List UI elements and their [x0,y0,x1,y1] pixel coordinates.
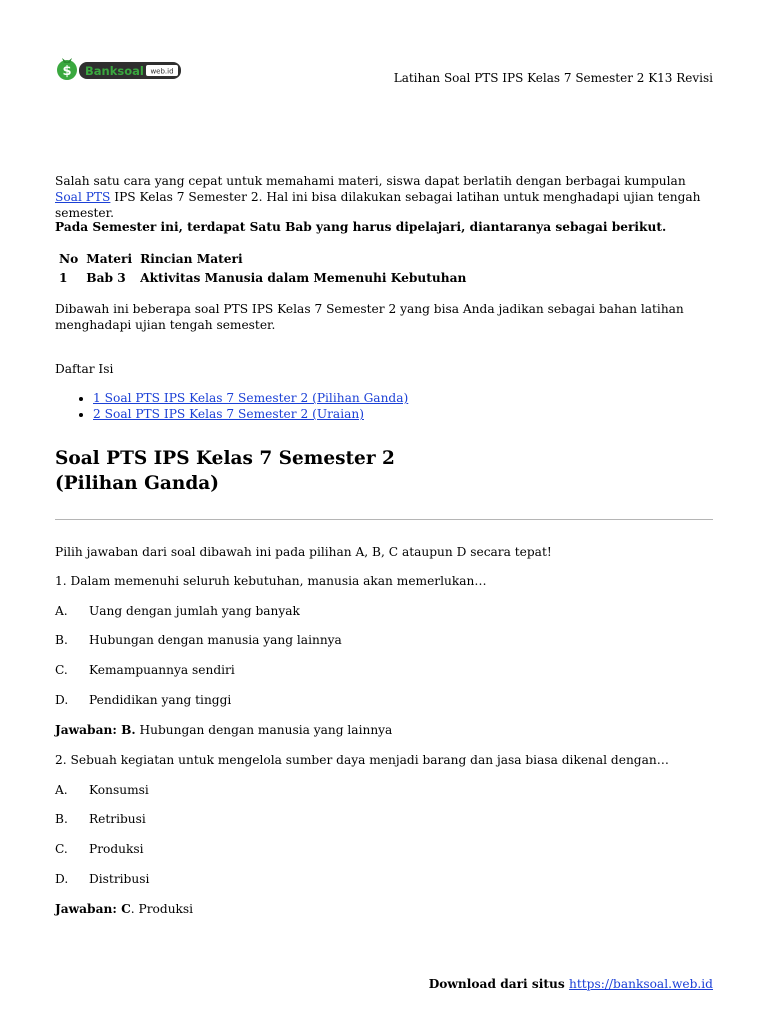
table-header-row [55,251,470,270]
logo-text: Banksoal [85,64,144,78]
toc-label: Daftar Isi [55,362,114,376]
table-header: No [59,252,79,266]
semester-note: Pada Semester ini, terdapat Satu Bab yang harus dipelajari, diantaranya sebagai berikut. [55,220,667,234]
description-paragraph: Dibawah ini beberapa soal PTS IPS Kelas 7 Semester 2 yang bisa Anda jadikan sebagai bahan latihan menghadapi ujian tengah semester. [55,302,684,332]
instruction-text: Pilih jawaban dari soal dibawah ini pada pilihan A, B, C ataupun D secara tepat! [55,545,552,559]
option-c: C. Produksi [55,842,144,856]
option-d: D. Pendidikan yang tinggi [55,693,232,707]
table-of-contents [55,390,408,422]
table-cell: 1 [59,271,68,285]
section-heading: Soal PTS IPS Kelas 7 Semester 2 (Pilihan Ganda) [55,448,395,494]
horizontal-divider [55,519,713,520]
table-header: Rincian Materi [140,252,243,266]
toc-link-uraian[interactable]: 2 Soal PTS IPS Kelas 7 Semester 2 (Uraian) [93,407,364,421]
table-cell: Bab 3 [86,271,126,285]
soal-pts-link[interactable]: Soal PTS [55,190,111,204]
option-d: D. Distribusi [55,872,150,886]
toc-item [93,390,408,406]
table-header: Materi [86,252,133,266]
materi-table [55,251,470,289]
answer-1: Jawaban: B. Hubungan dengan manusia yang lainnya [55,723,393,737]
answer-2: Jawaban: C. Produksi [55,902,194,916]
site-logo[interactable] [55,54,183,82]
option-a: A. Uang dengan jumlah yang banyak [55,604,300,618]
option-c: C. Kemampuannya sendiri [55,663,235,677]
option-a: A. Konsumsi [55,783,149,797]
logo-badge: web.id [150,67,174,76]
toc-item [93,406,408,422]
option-b: B. Hubungan dengan manusia yang lainnya [55,633,342,647]
table-cell: Aktivitas Manusia dalam Memenuhi Kebutuhan [140,271,467,285]
svg-text:$: $ [62,64,72,79]
toc-link-pilihan-ganda[interactable]: 1 Soal PTS IPS Kelas 7 Semester 2 (Pilihan Ganda) [93,391,409,405]
footer-link[interactable]: https://banksoal.web.id [569,977,713,991]
document-header-title: Latihan Soal PTS IPS Kelas 7 Semester 2 K13 Revisi [393,71,713,85]
option-b: B. Retribusi [55,812,146,826]
table-row [55,270,470,289]
footer-download: Download dari situs https://banksoal.web.id [428,977,713,991]
question-2: 2. Sebuah kegiatan untuk mengelola sumber daya menjadi barang dan jasa biasa dikenal dengan… [55,753,669,767]
intro-paragraph: Salah satu cara yang cepat untuk memahami materi, siswa dapat berlatih dengan berbagai kumpulan Soal PTS IPS Kelas 7 Semester 2. Hal ini bisa dilakukan sebagai latihan untuk menghadapi ujian tengah semester. [55,174,701,220]
question-1: 1. Dalam memenuhi seluruh kebutuhan, manusia akan memerlukan… [55,574,487,588]
